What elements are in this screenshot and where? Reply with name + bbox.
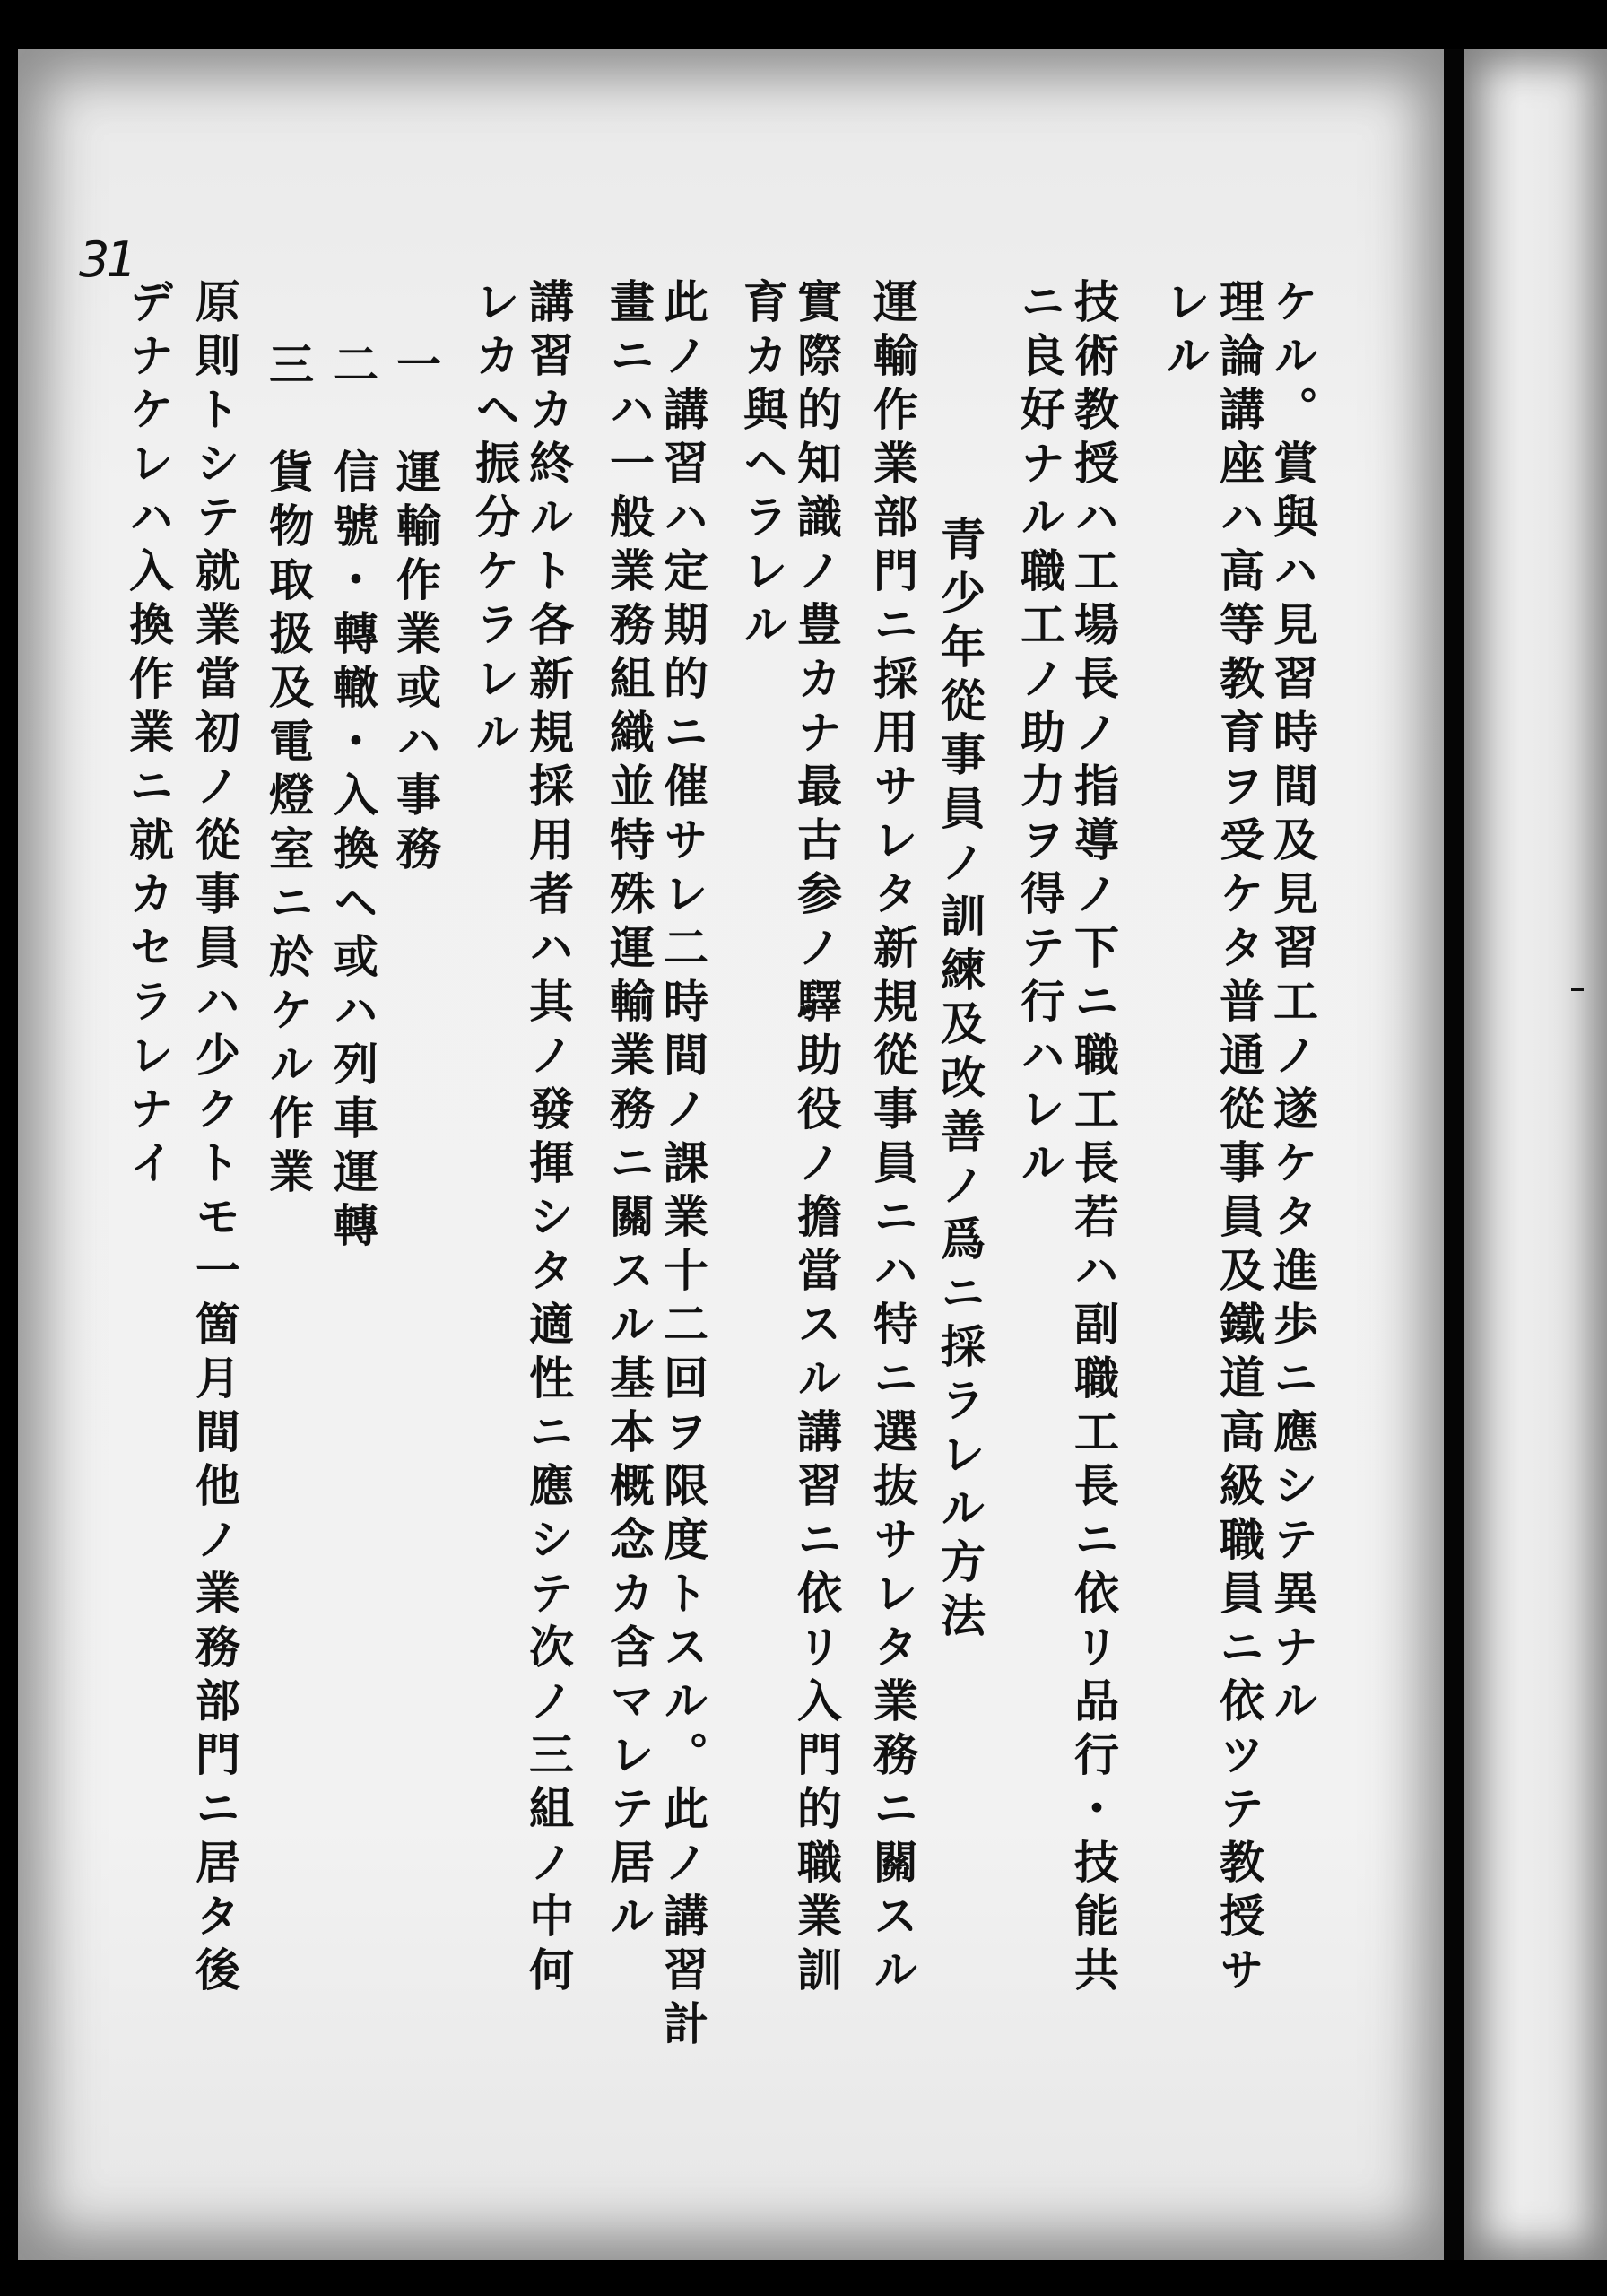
text-column-4: 技術教授ハ工場長ノ指導ノ下ニ職工長若ハ副職工長ニ依リ品行・技能共 <box>1067 278 1120 2000</box>
text-column-7: 運輸作業部門ニ採用サレタ新規從事員ニハ特ニ選抜サレタ業務ニ關スル <box>866 278 919 2000</box>
text-column-1: ケル。賞與ハ見習時間及見習工ノ遂ケタ進歩ニ應シテ異ナル <box>1266 278 1319 1731</box>
text-column-17: 原則トシテ就業當初ノ從事員ハ少クトモ一箇月間他ノ業務部門ニ居タ後 <box>188 278 241 2000</box>
text-column-5: ニ良好ナル職工ノ助力ヲ得テ行ハレル <box>1013 278 1066 1193</box>
list-item-1: 一 運輸作業或ハ事務 <box>389 341 442 879</box>
text-column-18: デナケレハ入換作業ニ就カセラレナイ <box>122 278 175 1193</box>
list-item-3: 三 貨物取扱及電燈室ニ於ケル作業 <box>262 341 315 1202</box>
section-heading: 青少年從事員ノ訓練及改善ノ爲ニ採ラレル方法 <box>934 516 986 1646</box>
text-column-8: 實際的知識ノ豊カナ最古参ノ驛助役ノ擔當スル講習ニ依リ入門的職業訓 <box>790 278 843 2000</box>
text-column-3: レル <box>1159 278 1212 386</box>
adjacent-page-mark <box>1571 988 1584 991</box>
page-number: 31 <box>79 231 134 288</box>
page-fold-gutter <box>1444 49 1464 2260</box>
text-column-11: 畫ニハ一般業務組織並特殊運輸業務ニ關スル基本概念カ含マレテ居ル <box>603 278 656 1946</box>
adjacent-page-edge <box>1464 49 1607 2260</box>
text-column-10: 此ノ講習ハ定期的ニ催サレ二時間ノ課業十二回ヲ限度トスル。此ノ講習計 <box>656 278 709 2054</box>
text-column-12: 講習カ終ルト各新規採用者ハ其ノ發揮シタ適性ニ應シテ次ノ三組ノ中何 <box>522 278 575 2000</box>
list-item-2: 二 信號・轉轍・入換ヘ或ハ列車運轉 <box>326 341 379 1256</box>
text-column-2: 理論講座ハ高等教育ヲ受ケタ普通從事員及鐵道高級職員ニ依ツテ教授サ <box>1212 278 1265 2000</box>
text-column-13: レカヘ振分ケラレル <box>468 278 521 762</box>
text-column-9: 育カ與ヘラレル <box>736 278 789 655</box>
